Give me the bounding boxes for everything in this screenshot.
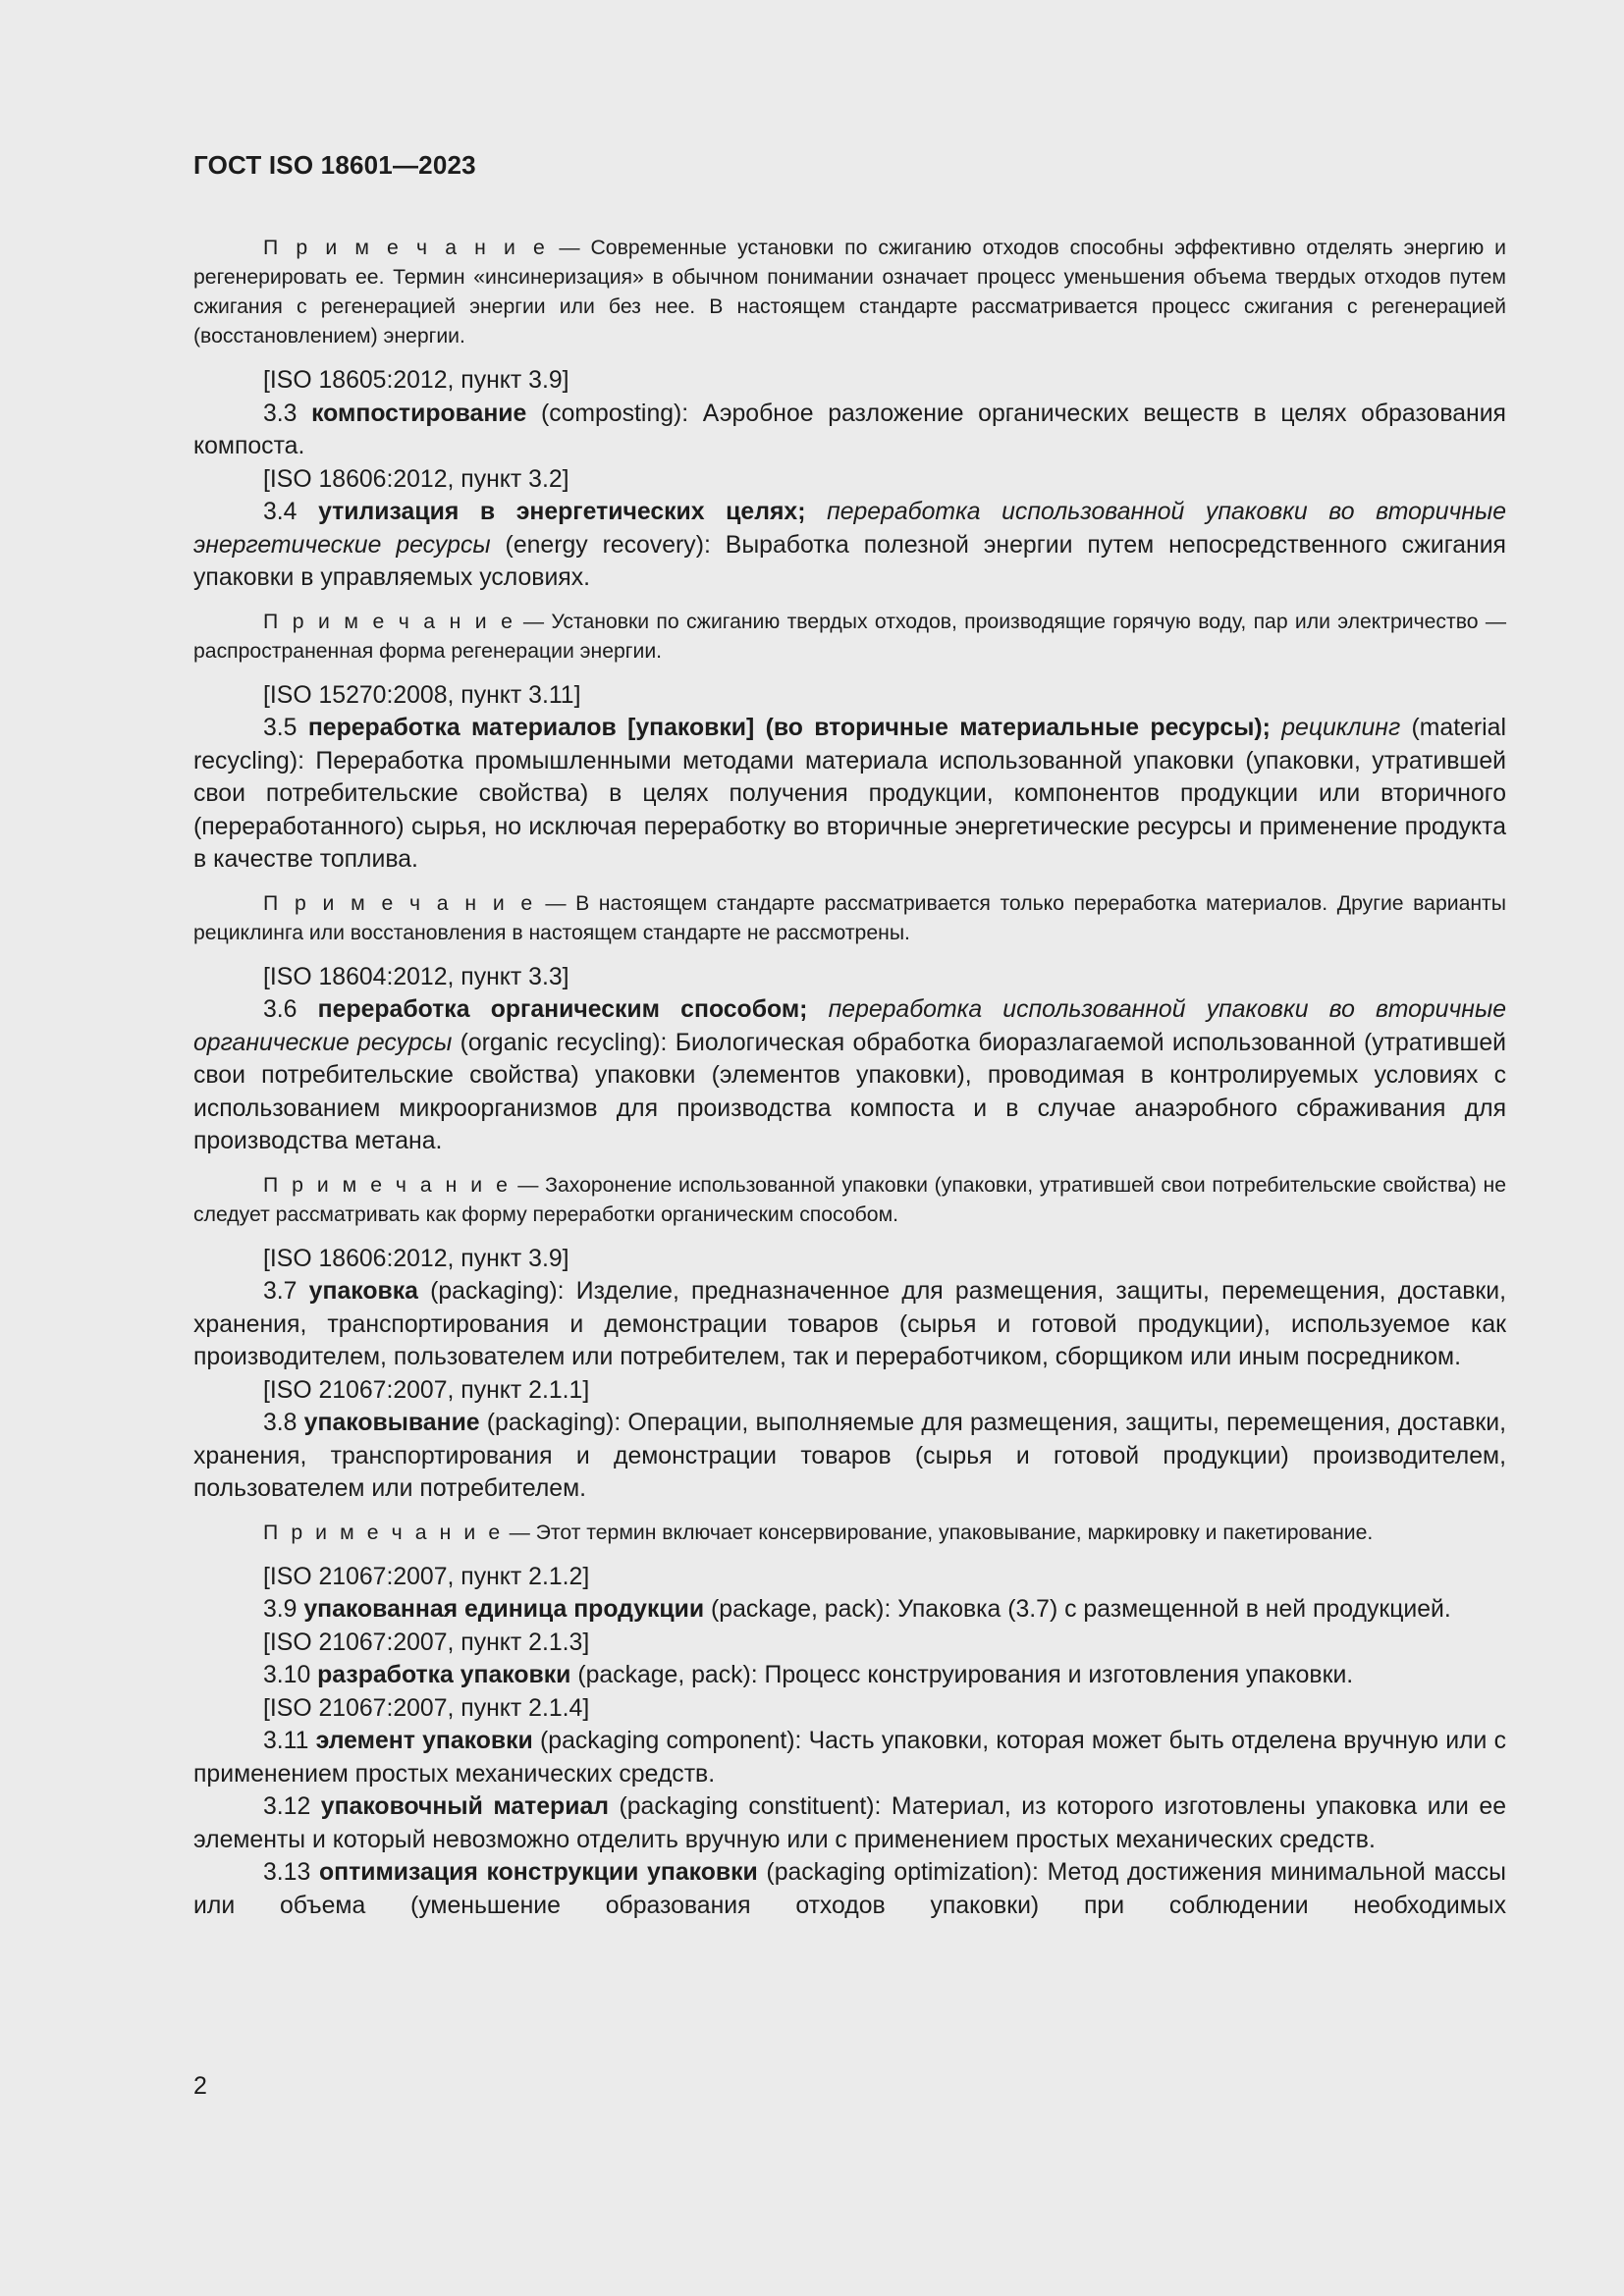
term-number: 3.9 [263,1596,304,1623]
note-label: П р и м е ч а н и е [263,891,536,915]
main-text [193,961,1506,1158]
main-text [193,364,1506,595]
note [193,608,1506,667]
term-name: элемент упаковки [315,1728,533,1754]
term-name: компостирование [311,400,527,427]
term-name: упаковка [308,1278,418,1305]
main-text [193,679,1506,877]
term-number: 3.11 [263,1728,316,1754]
term-3-12 [193,1790,1506,1856]
note-label: П р и м е ч а н и е [263,610,516,633]
reference: [ISO 15270:2008, пункт 3.11] [263,681,581,709]
term-3-3 [193,398,1506,463]
term-definition: (packaging): Изделие, предназначенное для размещения, защиты, перемещения, доставки, хранения, транспортирования и демонстрации товаров (сырья и готовой продукции), используемое как производителем, пользователем или потребителем, так и переработчиком, сборщиком или иным посредником. [193,1278,1506,1370]
note-text: — Этот термин включает консервирование, упаковывание, маркировку и пакетирование. [503,1521,1374,1544]
term-definition: (composting): Аэробное разложение органических веществ в целях образования компоста. [193,400,1506,459]
reference: [ISO 21067:2007, пункт 2.1.2] [263,1563,590,1590]
term-definition: (packaging optimization): Метод достижения минимальной массы или объема (уменьшение образования отходов упаковки) при соблюдении необходимых [193,1859,1506,1919]
reference: [ISO 21067:2007, пункт 2.1.3] [263,1629,590,1656]
note [193,1171,1506,1230]
note-text: — Современные установки по сжиганию отходов способны эффективно отделять энергию и регенерировать ее. Термин «инсинеризация» в обычном понимании означает процесс уменьшения объема твердых отходов путем сжигания с регенерацией энергии или без нее. В настоящем стандарте рассматривается процесс сжигания с регенерацией (восстановлением) энергии. [193,237,1507,347]
term-3-9 [193,1593,1506,1627]
term-definition: (package, pack): Процесс конструирования и изготовления упаковки. [570,1662,1354,1688]
term-3-10 [193,1659,1506,1692]
reference: [ISO 18605:2012, пункт 3.9] [263,367,569,394]
note-text: — Захоронение использованной упаковки (упаковки, утратившей свои потребительские свойства) не следует рассматривать как форму переработки органическим способом. [193,1173,1506,1226]
term-number: 3.10 [263,1662,318,1688]
term-synonym: рециклинг [1270,715,1401,741]
reference: [ISO 21067:2007, пункт 2.1.1] [263,1376,590,1404]
term-number: 3.7 [263,1278,309,1305]
term-definition: (organic recycling): Биологическая обработка биоразлагаемой использованной (утратившей свои потребительские свойства) упаковки (элементов упаковки), проводимая в контролируемых условиях с использованием микроорганизмов для производства компоста и в случае анаэробного сбраживания для производства метана. [193,1029,1506,1154]
term-definition: (package, pack): Упаковка (3.7) с размещенной в ней продукцией. [704,1596,1451,1623]
term-3-8 [193,1407,1506,1506]
term-3-4 [193,496,1506,595]
term-number: 3.8 [263,1410,304,1436]
term-definition: (packaging component): Часть упаковки, которая может быть отделена вручную или с применением простых механических средств. [193,1728,1506,1788]
term-name: переработка органическим способом; [317,996,808,1023]
note-label: П р и м е ч а н и е [263,1173,512,1197]
main-text [193,1561,1506,1923]
note-label: П р и м е ч а н и е [263,1521,504,1544]
reference: [ISO 18604:2012, пункт 3.3] [263,963,569,990]
term-number: 3.12 [263,1793,321,1820]
term-number: 3.5 [263,715,308,741]
page-number: 2 [193,2072,207,2100]
term-definition: (packaging constituent): Материал, из которого изготовлены упаковка или ее элементы и который невозможно отделить вручную или с применением простых механических средств. [193,1793,1506,1853]
term-number: 3.6 [263,996,318,1023]
term-name: упаковочный материал [320,1793,609,1820]
note [193,889,1506,948]
note-text: — В настоящем стандарте рассматривается только переработка материалов. Другие варианты рециклинга или восстановления в настоящем стандарте не рассмотрены. [193,891,1506,944]
document-page [193,147,1506,1922]
term-name: утилизация в энергетических целях; [318,499,806,525]
note [193,1519,1506,1548]
page-header: ГОСТ ISO 18601—2023 [193,150,476,180]
term-number: 3.3 [263,400,312,427]
term-name: оптимизация конструкции упаковки [318,1859,758,1886]
note [193,234,1506,351]
term-synonym: переработка использованной упаковки во вторичные органические ресурсы [193,996,1506,1056]
reference: [ISO 21067:2007, пункт 2.1.4] [263,1694,590,1722]
term-3-13 [193,1856,1506,1922]
term-3-7 [193,1275,1506,1374]
note-text: — Установки по сжиганию твердых отходов, производящие горячую воду, пар или электричество — распространенная форма регенерации энергии. [193,610,1507,663]
main-text [193,1243,1506,1506]
term-synonym: переработка использованной упаковки во вторичные энергетические ресурсы [193,499,1507,559]
term-name: разработка упаковки [317,1662,571,1688]
term-3-6 [193,993,1506,1158]
note-label: П р и м е ч а н и е [263,237,549,259]
term-name: упакованная единица продукции [303,1596,705,1623]
term-number: 3.13 [263,1859,319,1886]
term-3-11 [193,1725,1506,1790]
term-name: упаковывание [303,1410,480,1436]
term-definition: (packaging): Операции, выполняемые для размещения, защиты, перемещения, доставки, хранения, транспортирования и демонстрации товаров (сырья и готовой продукции) производителем, пользователем или потребителем. [193,1410,1506,1502]
term-name: переработка материалов [упаковки] (во вторичные материальные ресурсы); [307,715,1271,741]
term-3-5 [193,712,1506,877]
reference: [ISO 18606:2012, пункт 3.2] [263,465,569,493]
term-definition: (material recycling): Переработка промышленными методами материала использованной упаковки (упаковки, утратившей свои потребительские свойства) в целях получения продукции, компонентов продукции или вторичного (переработанного) сырья, но исключая переработку во вторичные энергетические ресурсы и применение продукта в качестве топлива. [193,715,1506,873]
reference: [ISO 18606:2012, пункт 3.9] [263,1245,569,1272]
term-number: 3.4 [263,499,319,525]
term-definition: (energy recovery): Выработка полезной энергии путем непосредственного сжигания упаковки в управляемых условиях. [193,531,1506,591]
